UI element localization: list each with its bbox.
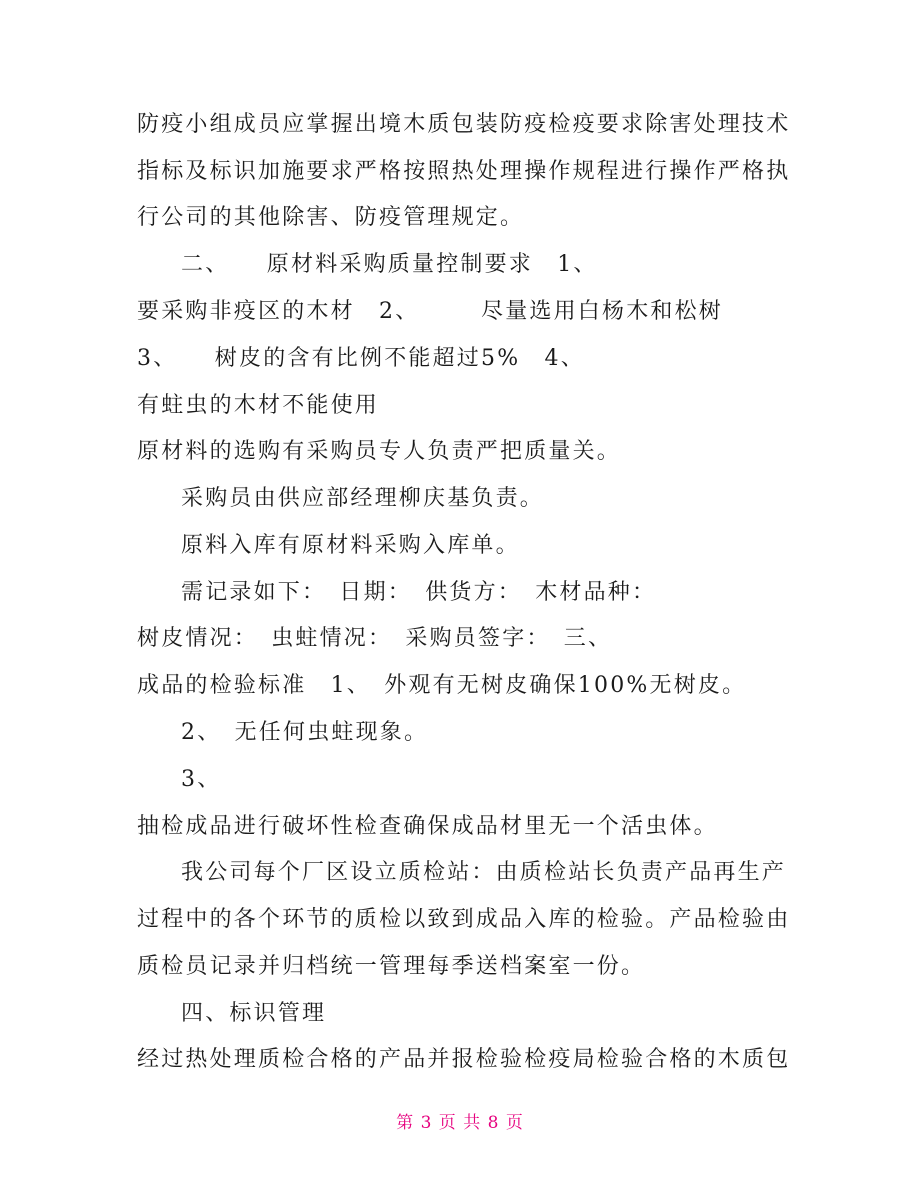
paragraph-line: 行公司的其他除害、防疫管理规定。 — [137, 205, 525, 230]
paragraph-line: 原料入库有原材料采购入库单。 — [181, 533, 520, 558]
paragraph-line: 采购员由供应部经理柳庆基负责。 — [181, 486, 545, 511]
paragraph-line: 防疫小组成员应掌握出境木质包装防疫检疫要求除害处理技术 — [137, 112, 791, 137]
paragraph-line: 经过热处理质检合格的产品并报检验检疫局检验合格的木质包 — [137, 1047, 791, 1072]
paragraph-line: 质检员记录并归档统一管理每季送档案室一份。 — [137, 954, 646, 979]
page-number-footer: 第 3 页 共 8 页 — [396, 1113, 524, 1133]
paragraph-line: 有蛀虫的木材不能使用 — [137, 393, 380, 418]
paragraph-line: 需记录如下： 日期： 供货方： 木材品种： — [181, 580, 657, 605]
paragraph-line: 指标及标识加施要求严格按照热处理操作规程进行操作严格执 — [137, 159, 791, 184]
section-heading-line: 四、标识管理 — [181, 1001, 327, 1026]
paragraph-line: 3、 — [181, 767, 222, 792]
paragraph-line: 3、 树皮的含有比例不能超过5% 4、 — [137, 346, 585, 371]
paragraph-line: 我公司每个厂区设立质检站：由质检站长负责产品再生产 — [181, 860, 787, 885]
paragraph-line: 抽检成品进行破坏性检查确保成品材里无一个活虫体。 — [137, 814, 718, 839]
paragraph-line: 成品的检验标准 1、 外观有无树皮确保100%无树皮。 — [137, 673, 747, 698]
paragraph-line: 要采购非疫区的木材 2、 尽量选用白杨木和松树 — [137, 299, 723, 324]
paragraph-line: 过程中的各个环节的质检以致到成品入库的检验。产品检验由 — [137, 907, 791, 932]
section-heading-line: 二、 原材料采购质量控制要求 1、 — [181, 252, 598, 277]
paragraph-line: 2、 无任何虫蛀现象。 — [181, 720, 429, 745]
paragraph-line: 树皮情况： 虫蛀情况： 采购员签字： 三、 — [137, 626, 613, 651]
paragraph-line: 原材料的选购有采购员专人负责严把质量关。 — [137, 439, 622, 464]
